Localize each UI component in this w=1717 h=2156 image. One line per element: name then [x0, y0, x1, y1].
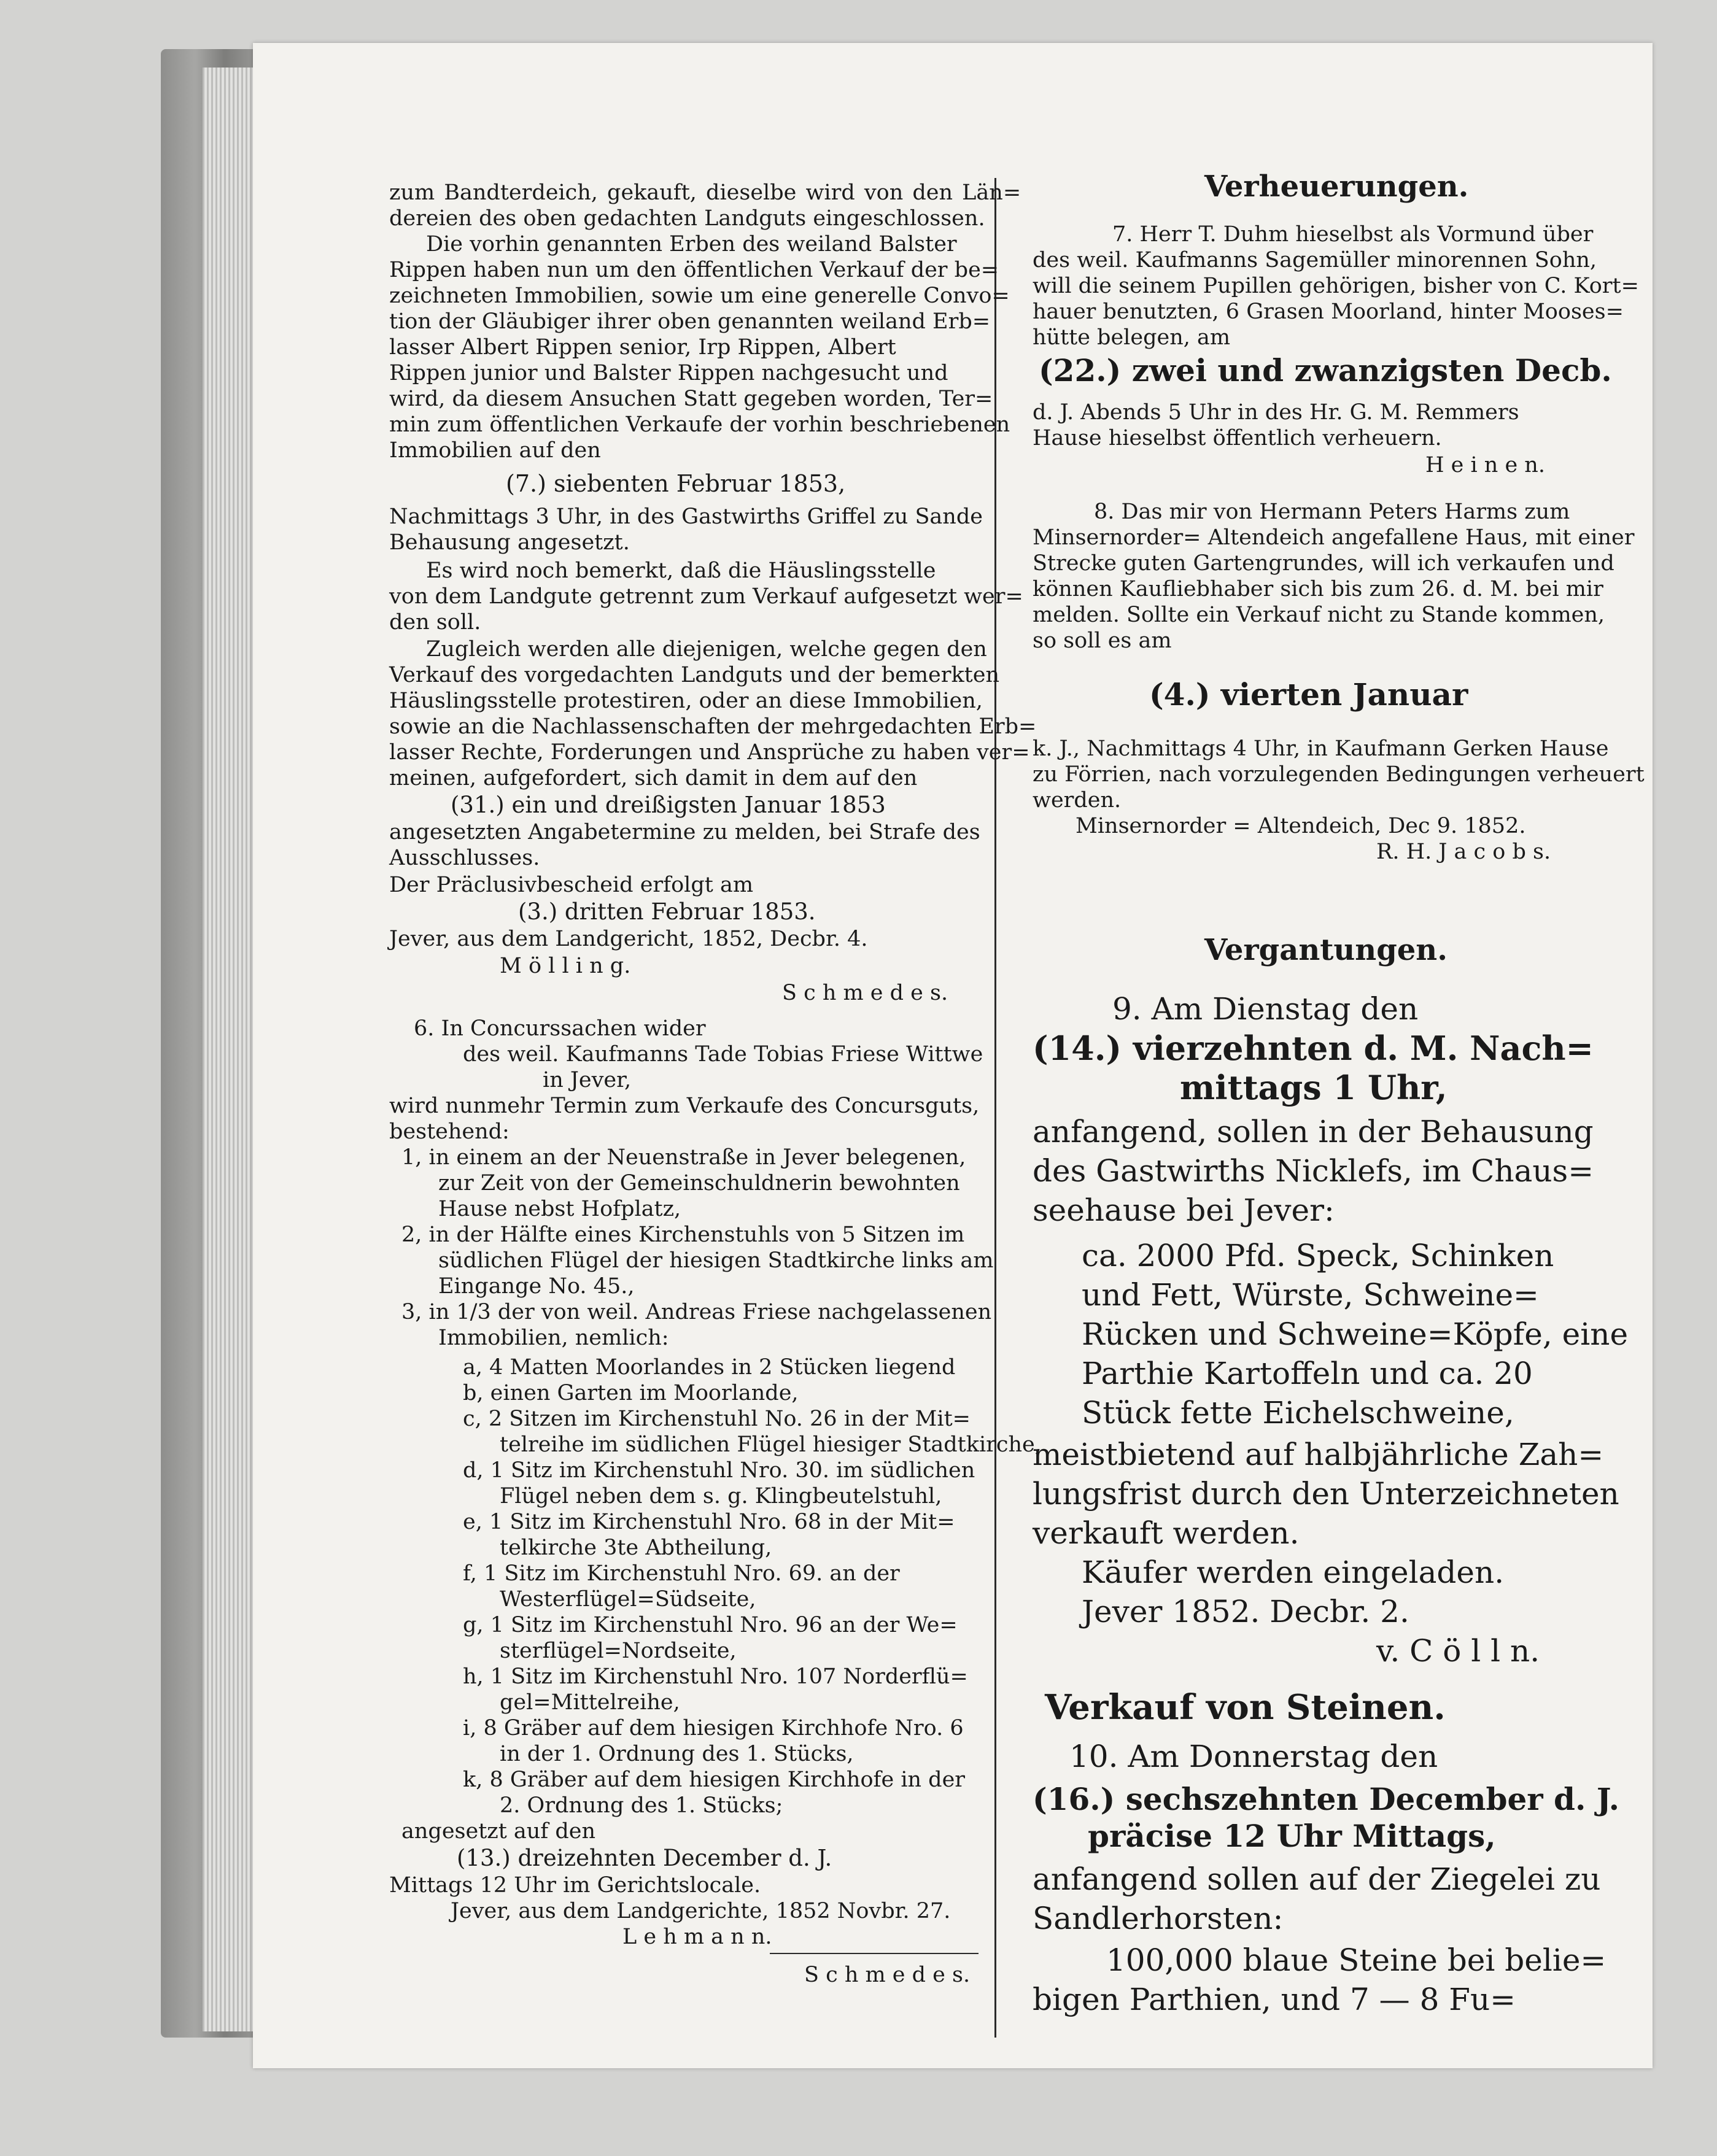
- list-item: k, 8 Gräber auf dem hiesigen Kirchhofe in der: [463, 1768, 966, 1792]
- text-line: so soll es am: [1033, 628, 1172, 653]
- text-line: seehause bei Jever:: [1033, 1192, 1335, 1228]
- book-page: [253, 43, 1653, 2068]
- text-line: Die vorhin genannten Erben des weiland Balster: [426, 232, 957, 257]
- list-item: b, einen Garten im Moorlande,: [463, 1381, 799, 1405]
- text-line: 10. Am Donnerstag den: [1069, 1739, 1438, 1774]
- text-line: Behausung angesetzt.: [389, 530, 630, 555]
- list-item: Immobilien, nemlich:: [438, 1326, 669, 1350]
- column-divider: [994, 178, 996, 2038]
- text-line: den soll.: [389, 610, 481, 635]
- list-item: ca. 2000 Pfd. Speck, Schinken: [1082, 1238, 1554, 1273]
- list-item: in der 1. Ordnung des 1. Stücks,: [500, 1742, 854, 1766]
- list-item: c, 2 Sitzen im Kirchenstuhl No. 26 in der Mit=: [463, 1407, 971, 1431]
- list-item: Flügel neben dem s. g. Klingbeutelstuhl,: [500, 1484, 942, 1509]
- text-line: anfangend sollen auf der Ziegelei zu: [1033, 1861, 1601, 1897]
- text-line: melden. Sollte ein Verkauf nicht zu Stande kommen,: [1033, 603, 1605, 627]
- text-line: angesetzt auf den: [401, 1819, 596, 1844]
- text-line: Es wird noch bemerkt, daß die Häuslingsstelle: [426, 558, 936, 583]
- text-line: min zum öffentlichen Verkaufe der vorhin beschriebenen: [389, 412, 1010, 437]
- date-heading: präcise 12 Uhr Mittags,: [1088, 1818, 1496, 1854]
- list-item: gel=Mittelreihe,: [500, 1690, 680, 1715]
- date-heading: (14.) vierzehnten d. M. Nach=: [1033, 1029, 1594, 1068]
- date-line: (7.) siebenten Februar 1853,: [506, 470, 846, 497]
- signature-name: R. H. J a c o b s.: [1376, 840, 1551, 864]
- text-line: Häuslingsstelle protestiren, oder an diese Immobilien,: [389, 689, 983, 713]
- text-line: Minsernorder = Altendeich, Dec 9. 1852.: [1076, 814, 1526, 838]
- text-line: Immobilien auf den: [389, 438, 601, 463]
- list-item: telreihe im südlichen Flügel hiesiger Stadtkirche,: [500, 1432, 1042, 1457]
- text-line: Verkauf des vorgedachten Landguts und der bemerkten: [389, 663, 999, 687]
- text-line: Zugleich werden alle diejenigen, welche gegen den: [426, 637, 987, 662]
- date-heading: mittags 1 Uhr,: [1180, 1068, 1448, 1107]
- date-line: (3.) dritten Februar 1853.: [518, 898, 816, 925]
- text-line: lasser Albert Rippen senior, Irp Rippen, Albert: [389, 335, 896, 360]
- list-item: sterflügel=Nordseite,: [500, 1639, 737, 1663]
- text-line: Jever, aus dem Landgerichte, 1852 Novbr. 27.: [451, 1899, 951, 1923]
- list-item: e, 1 Sitz im Kirchenstuhl Nro. 68 in der Mit=: [463, 1510, 955, 1534]
- list-item: i, 8 Gräber auf dem hiesigen Kirchhofe Nro. 6: [463, 1716, 964, 1741]
- list-item: zur Zeit von der Gemeinschuldnerin bewohnten: [438, 1171, 960, 1196]
- list-item: a, 4 Matten Moorlandes in 2 Stücken liegend: [463, 1355, 956, 1380]
- signature-name: L e h m a n n.: [622, 1925, 772, 1949]
- date-heading: (16.) sechszehnten December d. J.: [1033, 1781, 1620, 1817]
- list-item: und Fett, Würste, Schweine=: [1082, 1277, 1539, 1313]
- section-heading: Verkauf von Steinen.: [1045, 1687, 1446, 1728]
- text-line: tion der Gläubiger ihrer oben genannten weiland Erb=: [389, 309, 991, 334]
- text-line: wird, da diesem Ansuchen Statt gegeben worden, Ter=: [389, 387, 993, 411]
- text-line: bestehend:: [389, 1119, 510, 1144]
- date-line: (13.) dreizehnten December d. J.: [457, 1845, 832, 1871]
- text-line: hütte belegen, am: [1033, 325, 1231, 350]
- list-item: 1, in einem an der Neuenstraße in Jever belegenen,: [401, 1145, 966, 1170]
- list-item: Hause nebst Hofplatz,: [438, 1197, 681, 1221]
- text-line: 7. Herr T. Duhm hieselbst als Vormund über: [1112, 222, 1594, 247]
- text-line: Sandlerhorsten:: [1033, 1901, 1284, 1936]
- list-item: Eingange No. 45.,: [438, 1274, 635, 1299]
- list-item: 3, in 1/3 der von weil. Andreas Friese nachgelassenen: [401, 1300, 992, 1324]
- text-line: 9. Am Dienstag den: [1112, 991, 1419, 1027]
- list-item: h, 1 Sitz im Kirchenstuhl Nro. 107 Norderflü=: [463, 1664, 968, 1689]
- text-line: dereien des oben gedachten Landguts eingeschlossen.: [389, 206, 985, 231]
- list-item: d, 1 Sitz im Kirchenstuhl Nro. 30. im südlichen: [463, 1458, 975, 1483]
- text-line: können Kaufliebhaber sich bis zum 26. d. M. bei mir: [1033, 577, 1603, 601]
- text-line: anfangend, sollen in der Behausung: [1033, 1114, 1594, 1149]
- text-line: hauer benutzten, 6 Grasen Moorland, hinter Mooses=: [1033, 299, 1624, 324]
- list-item: südlichen Flügel der hiesigen Stadtkirche links am: [438, 1248, 994, 1273]
- list-item: Rücken und Schweine=Köpfe, eine: [1082, 1316, 1629, 1352]
- date-heading: (22.) zwei und zwanzigsten Decb.: [1039, 352, 1612, 388]
- section-heading: Verheuerungen.: [1204, 169, 1469, 204]
- list-item: f, 1 Sitz im Kirchenstuhl Nro. 69. an der: [463, 1561, 900, 1586]
- text-line: Strecke guten Gartengrundes, will ich verkaufen und: [1033, 551, 1614, 576]
- text-line: 6. In Concurssachen wider: [414, 1016, 706, 1041]
- text-line: verkauft werden.: [1033, 1515, 1300, 1551]
- text-line: Jever 1852. Decbr. 2.: [1082, 1594, 1409, 1629]
- text-line: Käufer werden eingeladen.: [1082, 1555, 1505, 1590]
- list-item: 100,000 blaue Steine bei belie=: [1106, 1942, 1607, 1978]
- text-line: lasser Rechte, Forderungen und Ansprüche zu haben ver=: [389, 740, 1030, 765]
- list-item: Parthie Kartoffeln und ca. 20: [1082, 1356, 1533, 1391]
- text-line: will die seinem Pupillen gehörigen, bisher von C. Kort=: [1033, 274, 1639, 298]
- signature-name: S c h m e d e s.: [804, 1963, 971, 1987]
- text-line: Rippen haben nun um den öffentlichen Verkauf der be=: [389, 258, 999, 282]
- date-line: (31.) ein und dreißigsten Januar 1853: [451, 792, 886, 818]
- list-item: bigen Parthien, und 7 — 8 Fu=: [1033, 1982, 1516, 2017]
- text-line: meinen, aufgefordert, sich damit in dem auf den: [389, 766, 918, 790]
- text-line: k. J., Nachmittags 4 Uhr, in Kaufmann Gerken Hause: [1033, 736, 1609, 761]
- text-line: Nachmittags 3 Uhr, in des Gastwirths Griffel zu Sande: [389, 504, 983, 529]
- text-line: von dem Landgute getrennt zum Verkauf aufgesetzt wer=: [389, 584, 1023, 609]
- signature-name: H e i n e n.: [1425, 453, 1545, 477]
- text-line: wird nunmehr Termin zum Verkaufe des Concursguts,: [389, 1094, 980, 1118]
- text-line: zeichneten Immobilien, sowie um eine generelle Convo=: [389, 284, 1010, 308]
- text-line: Ausschlusses.: [389, 846, 540, 870]
- text-line: werden.: [1033, 788, 1122, 813]
- text-line: zum Bandterdeich, gekauft, dieselbe wird von den Län=: [389, 180, 1021, 205]
- short-rule: [770, 1953, 979, 1954]
- text-line: in Jever,: [543, 1068, 632, 1092]
- list-item: Westerflügel=Südseite,: [500, 1587, 756, 1612]
- list-item: Stück fette Eichelschweine,: [1082, 1395, 1514, 1431]
- list-item: 2. Ordnung des 1. Stücks;: [500, 1793, 783, 1818]
- text-line: Der Präclusivbescheid erfolgt am: [389, 873, 754, 897]
- text-line: meistbietend auf halbjährliche Zah=: [1033, 1437, 1604, 1472]
- section-heading: Vergantungen.: [1204, 933, 1448, 967]
- text-line: angesetzten Angabetermine zu melden, bei Strafe des: [389, 820, 980, 844]
- text-line: des Gastwirths Nicklefs, im Chaus=: [1033, 1153, 1594, 1189]
- signature-name: M ö l l i n g.: [500, 954, 631, 978]
- text-line: zu Förrien, nach vorzulegenden Bedingungen verheuert: [1033, 762, 1645, 787]
- text-line: 8. Das mir von Hermann Peters Harms zum: [1094, 500, 1570, 524]
- text-line: des weil. Kaufmanns Tade Tobias Friese Wittwe: [463, 1042, 983, 1067]
- signature-name: v. C ö l l n.: [1376, 1633, 1540, 1669]
- list-item: g, 1 Sitz im Kirchenstuhl Nro. 96 an der We=: [463, 1613, 958, 1637]
- signature-name: S c h m e d e s.: [782, 981, 948, 1005]
- text-line: Jever, aus dem Landgericht, 1852, Decbr. 4.: [389, 927, 868, 951]
- text-line: Mittags 12 Uhr im Gerichtslocale.: [389, 1873, 761, 1898]
- date-heading: (4.) vierten Januar: [1149, 676, 1468, 713]
- text-line: Minsernorder= Altendeich angefallene Haus, mit einer: [1033, 525, 1635, 550]
- text-line: des weil. Kaufmanns Sagemüller minorennen Sohn,: [1033, 248, 1597, 272]
- list-item: telkirche 3te Abtheilung,: [500, 1536, 772, 1560]
- text-line: lungsfrist durch den Unterzeichneten: [1033, 1476, 1619, 1512]
- text-line: Rippen junior und Balster Rippen nachgesucht und: [389, 361, 948, 385]
- list-item: 2, in der Hälfte eines Kirchenstuhls von 5 Sitzen im: [401, 1223, 965, 1247]
- text-line: Hause hieselbst öffentlich verheuern.: [1033, 426, 1442, 450]
- text-line: sowie an die Nachlassenschaften der mehrgedachten Erb=: [389, 714, 1037, 739]
- text-line: d. J. Abends 5 Uhr in des Hr. G. M. Remmers: [1033, 400, 1519, 425]
